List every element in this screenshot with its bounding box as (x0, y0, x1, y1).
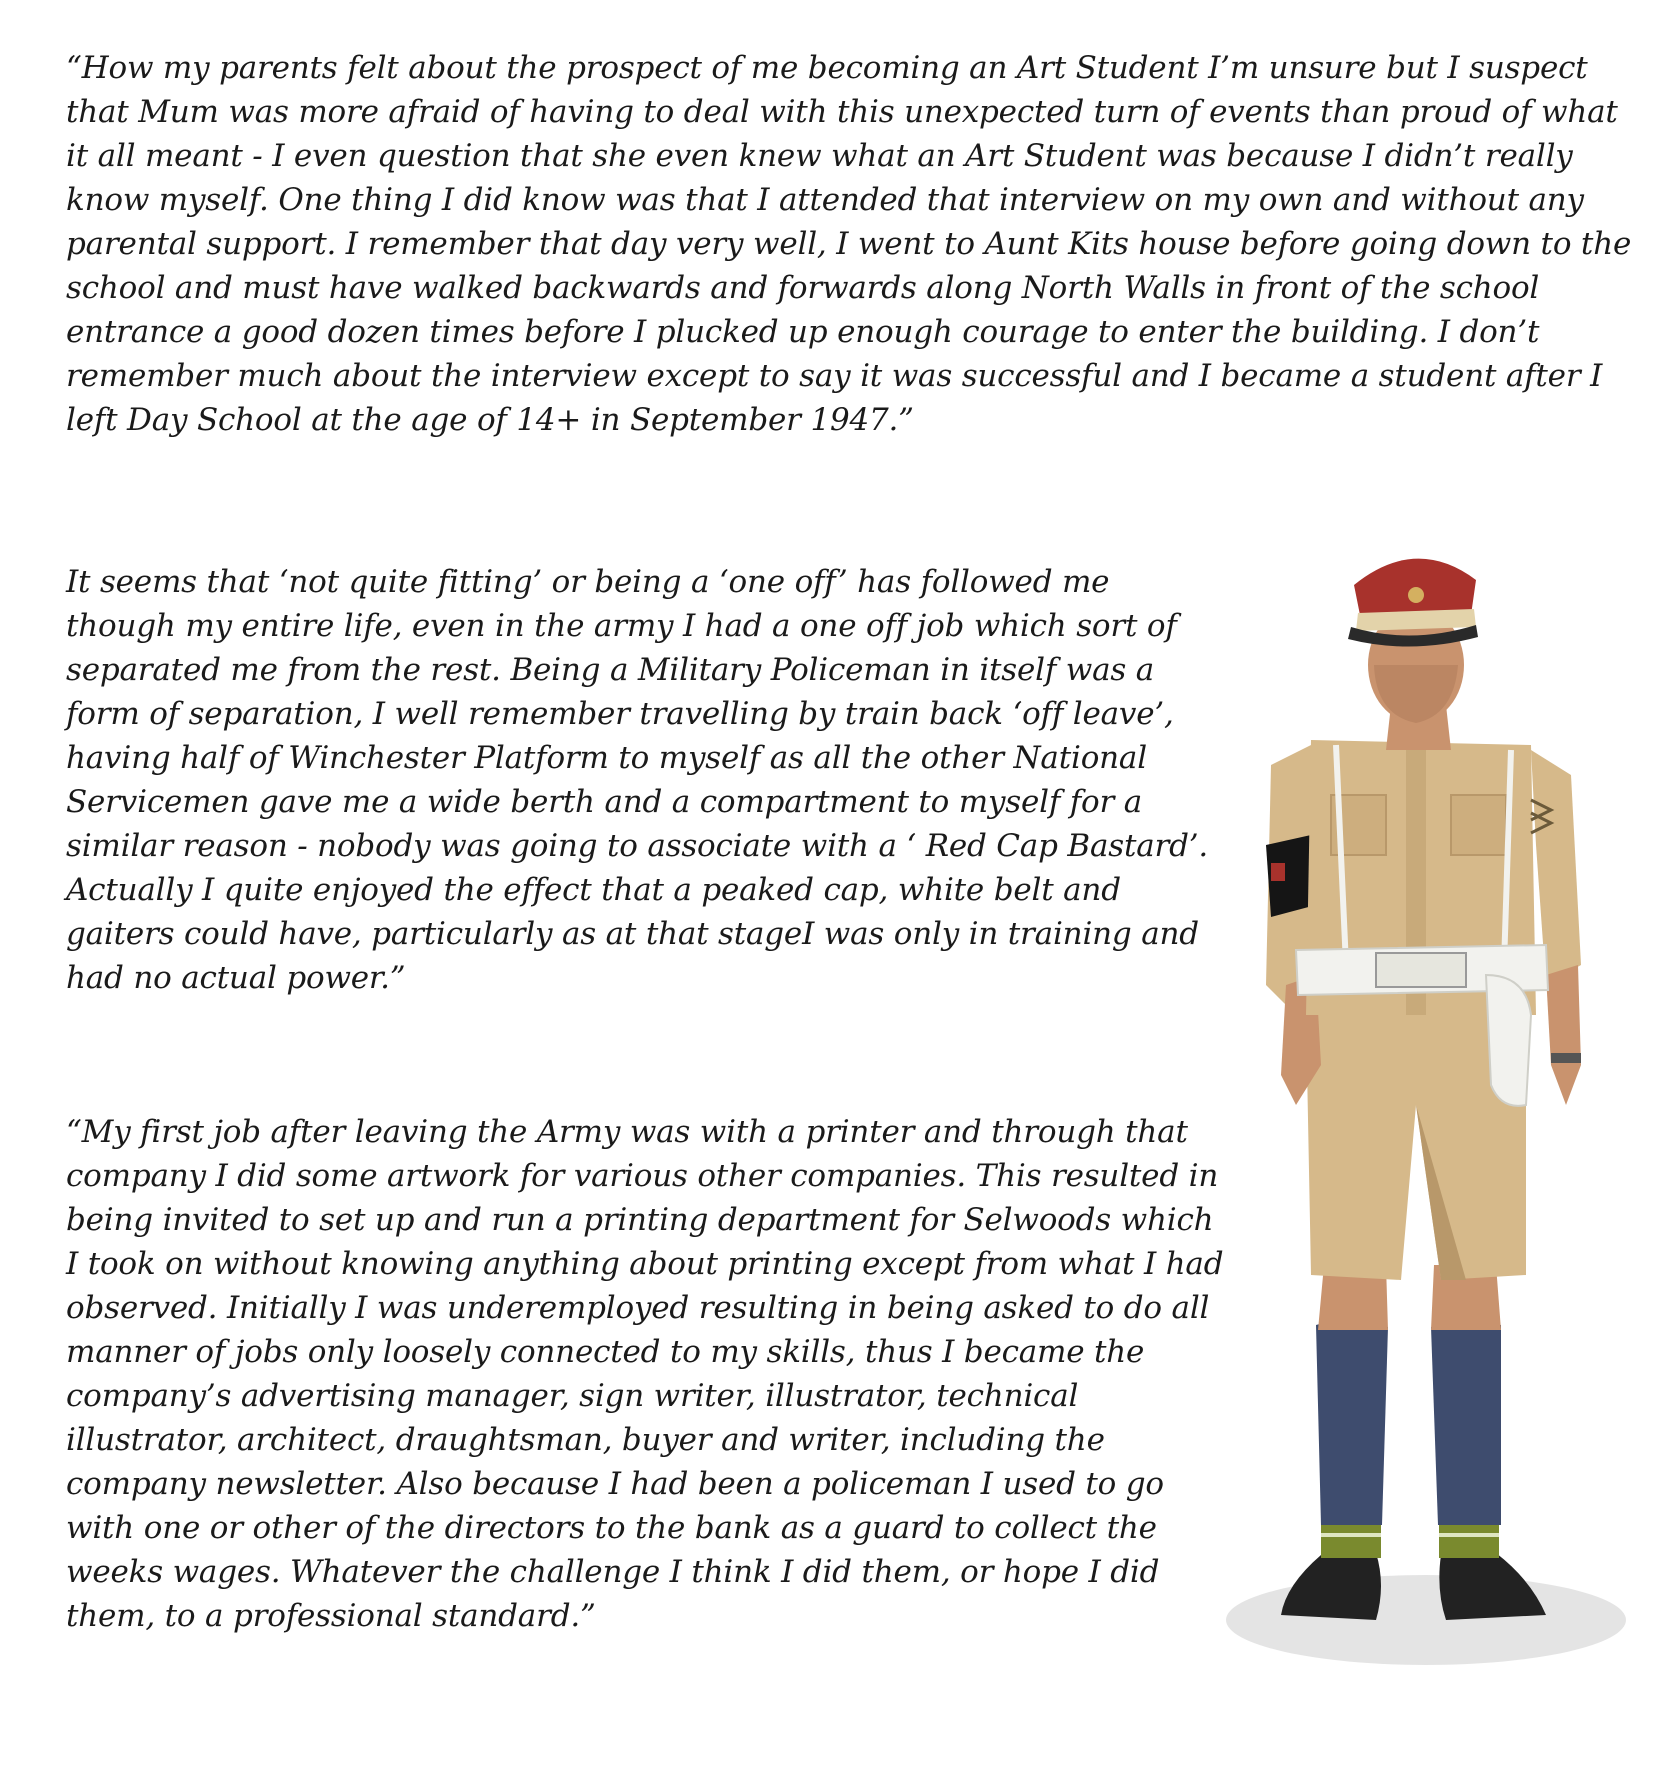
military-policeman-watercolor-icon (1226, 545, 1636, 1665)
paragraph-first-job: “My first job after leaving the Army was with a printer and through that company I did some artwork for various other companies. This resulted in being invited to set up and run a printing department for Selwoods which I took on without knowing anything about printing except from what I had observed. Initially I was underemployed resulting in being asked to do all manner of jobs only loosely connected to my skills, thus I became the company’s advertising manager, sign writer, illustrator, technical illustrator, architect, draughtsman, buyer and writer, including the company newsletter. Also because I had been a policeman I used to go with one or other of the directors to the bank as a guard to collect the weeks wages. Whatever the challenge I think I did them, or hope I did them, to a professional standard.” (66, 1114, 1224, 1634)
paragraph-military-police: It seems that ‘not quite fitting’ or being a ‘one off’ has followed me though my entire life, even in the army I had a one off job which sort of separated me from the rest. Being a Military Policeman in itself was a form of separation, I well remember travelling by train back ‘off leave’, having half of Winchester Platform to myself as all the other National Servicemen gave me a wide berth and a compartment to myself for a similar reason - nobody was going to associate with a ‘ Red Cap Bastard’. Actually I quite enjoyed the effect that a peaked cap, white belt and gaiters could have, particularly as at that stageI was only in training and had no actual power.” (66, 564, 1209, 996)
military-policeman-illustration (1226, 545, 1636, 1665)
paragraph-art-student: “How my parents felt about the prospect of me becoming an Art Student I’m unsure but I suspect that Mum was more afraid of having to deal with this unexpected turn of events than proud of what it all meant - I even question that she even knew what an Art Student was because I didn’t really know myself. One thing I did know was that I attended that interview on my own and without any parental support. I remember that day very well, I went to Aunt Kits house before going down to the school and must have walked backwards and forwards along North Walls in front of the school entrance a good dozen times before I plucked up enough courage to enter the building. I don’t remember much about the interview except to say it was successful and I became a student after I left Day School at the age of 14+ in September 1947.” (66, 50, 1632, 438)
